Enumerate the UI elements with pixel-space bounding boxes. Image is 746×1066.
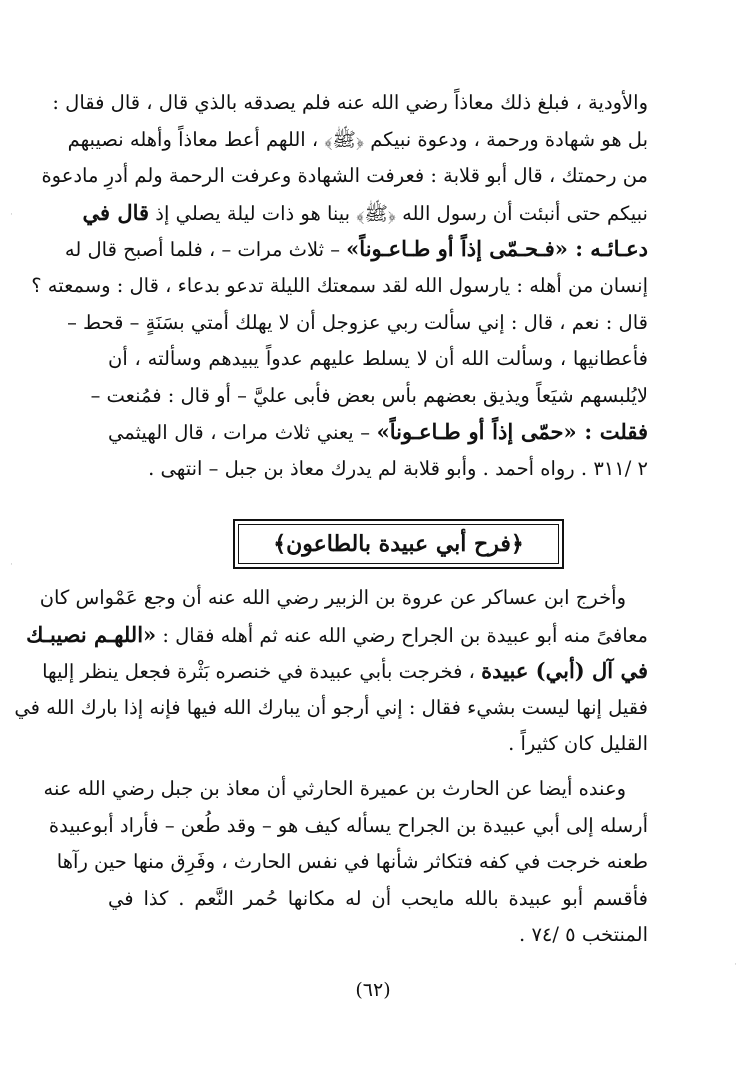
text-line xyxy=(39,580,648,617)
paragraph-plague-supplication xyxy=(31,85,649,488)
text-segment: قال : نعم ، قال : إني سألت ربي عزوجل أن لا يهلك أمتي بسَنَةٍ – قحط – xyxy=(67,310,648,334)
text-line xyxy=(108,726,648,763)
text-segment: لايُلبسهم شيَعاً ويذيق بعضهم بأس بعض فأبى عليَّ – أو قال : فمُنعت – xyxy=(90,383,648,407)
section-heading: ﴿فرح أبي عبيدة بالطاعون﴾ xyxy=(273,531,524,557)
text-line xyxy=(56,844,648,881)
text-line xyxy=(41,158,648,195)
text-segment: طعنه خرجت في كفه فتكاثر شأنها في نفس الحارث ، وفَرِق منها حين رآها xyxy=(56,850,648,874)
text-segment: القليل كان كثيراً . xyxy=(508,732,648,756)
text-segment: معافىً منه أبو عبيدة بن الجراح رضي الله عنه ثم أهله فقال : xyxy=(156,623,648,647)
text-segment: – ثلاث مرات – ، فلما أصبح قال له xyxy=(64,238,347,262)
text-line xyxy=(26,617,648,654)
scan-margin-mark: · xyxy=(734,960,737,970)
text-segment: فأقسم أبو عبيدة بالله مايحب أن له مكانها حُمر النَّعم . كذا في xyxy=(108,886,648,910)
text-line xyxy=(14,690,648,727)
text-line xyxy=(108,917,648,954)
text-segment: وأخرج ابن عساكر عن عروة بن الزبير رضي الله عنه أن وجع عَمْواس كان xyxy=(39,586,626,609)
text-segment: فأعطانيها ، وسألت الله أن لا يسلط عليهم عدواً يبيدهم وسألته ، أن xyxy=(108,347,648,371)
text-line xyxy=(48,808,648,845)
text-line xyxy=(82,195,648,232)
text-line xyxy=(108,414,648,451)
text-line xyxy=(108,451,648,488)
text-segment: إنسان من أهله : يارسول الله لقد سمعتك الليلة تدعو بدعاء ، قال : وسمعته ؟ xyxy=(31,273,648,297)
emphasized-text: «اللهـم نصيبـك xyxy=(26,621,157,647)
text-line xyxy=(43,771,648,808)
scan-margin-mark: · xyxy=(10,560,13,570)
text-line xyxy=(52,85,648,122)
text-segment: بل هو شهادة ورحمة ، ودعوة نبيكم ﴿ﷺ﴾ ، اللهم أعط معاذاً وأهله نصيبهم xyxy=(67,127,648,151)
paragraph-harith-narration xyxy=(43,771,648,954)
text-line xyxy=(108,881,648,918)
text-segment: من رحمتك ، قال أبو قلابة : فعرفت الشهادة وعرفت الرحمة ولم أدرِ مادعوة xyxy=(41,164,648,188)
text-segment: فقيل إنها ليست بشيء فقال : إني أرجو أن يبارك الله فيها فإنه إذا بارك الله في xyxy=(14,695,648,719)
text-segment: – يعني ثلاث مرات ، قال الهيثمي xyxy=(108,421,377,445)
text-segment: وعنده أيضا عن الحارث بن عميرة الحارثي أن معاذ بن جبل رضي الله عنه xyxy=(43,777,626,800)
text-segment: ٢ /٣١١ . رواه أحمد . وأبو قلابة لم يدرك معاذ بن جبل – انتهى . xyxy=(148,456,648,480)
text-line xyxy=(67,305,648,342)
text-line xyxy=(31,268,648,305)
text-line xyxy=(64,231,648,268)
emphasized-text: في آل (أبي) عبيدة xyxy=(481,658,648,684)
text-line xyxy=(90,378,648,415)
text-line xyxy=(108,341,648,378)
page-number: (٦٢) xyxy=(355,979,391,1001)
text-segment: والأودية ، فبلغ ذلك معاذاً رضي الله عنه فلم يصدقه بالذي قال ، قال فقال : xyxy=(52,91,648,114)
emphasized-text: دعـائـه : «فـحـمّى إذاً أو طـاعـوناً» xyxy=(346,236,648,262)
section-heading-box xyxy=(233,519,564,569)
text-line xyxy=(42,653,648,690)
text-segment: أرسله إلى أبي عبيدة بن الجراح يسأله كيف هو – وقد طُعن – فأراد أبوعبيدة xyxy=(48,813,648,837)
emphasized-text: قال في xyxy=(82,199,150,225)
scan-margin-mark: · xyxy=(10,210,13,220)
text-line xyxy=(67,122,648,159)
text-segment: المنتخب ٥ /٧٤ . xyxy=(519,923,648,947)
text-segment: ، فخرجت بأبي عبيدة في خنصره بَثْرة فجعل ينظر إليها xyxy=(42,660,482,684)
paragraph-abu-ubaidah-ibn-asakir xyxy=(14,580,648,763)
text-segment: نبيكم حتى أنبئت أن رسول الله ﴿ﷺ﴾ بينا هو ذات ليلة يصلي إذ xyxy=(149,201,648,225)
emphasized-text: فقلت : «حمّى إذاً أو طـاعـوناً» xyxy=(376,419,649,445)
